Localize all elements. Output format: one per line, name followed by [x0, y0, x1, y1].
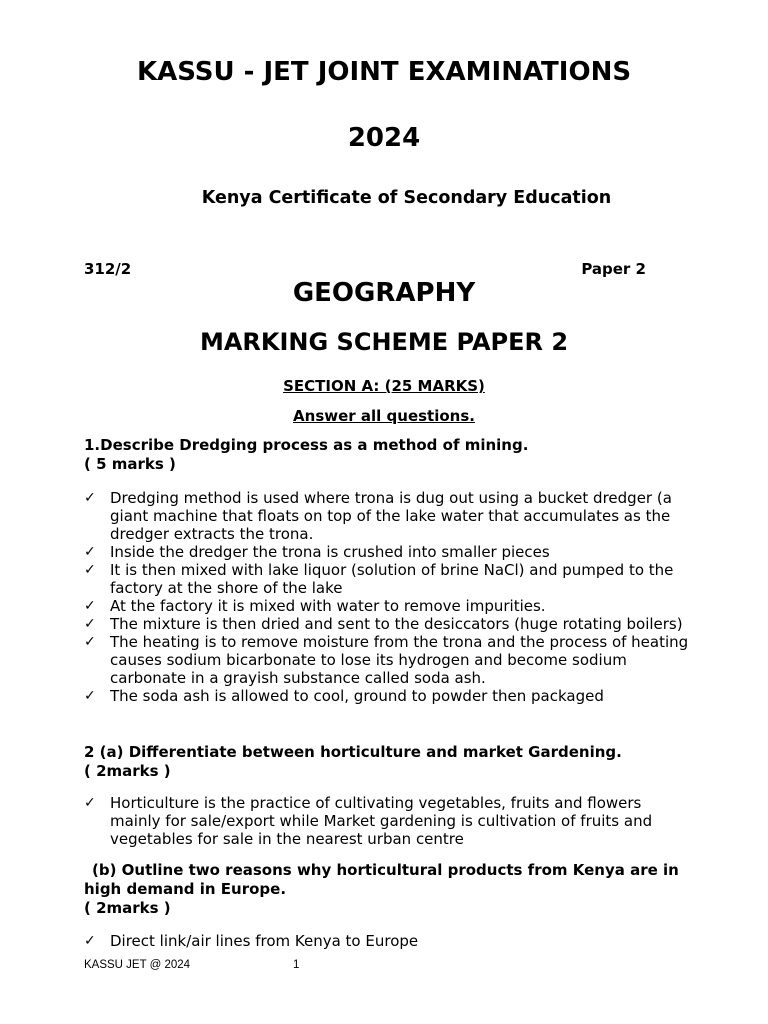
list-item: ✓ The mixture is then dried and sent to the desiccators (huge rotating boilers): [84, 615, 683, 633]
list-item: ✓ The soda ash is allowed to cool, ground to powder then packaged: [84, 687, 604, 705]
check-icon: ✓: [84, 562, 96, 578]
footer-text: KASSU JET @ 2024: [84, 959, 191, 971]
question-2a-text: 2 (a) Differentiate between horticulture and market Gardening.: [84, 743, 622, 761]
list-item: ✓ Horticulture is the practice of cultivating vegetables, fruits and flowers mainly for sale/export while Market gardening is cultivation of fruits and vegetables for sale in the nearest urban centre: [84, 794, 653, 848]
check-icon: ✓: [84, 634, 96, 650]
exam-title: KASSU - JET JOINT EXAMINATIONS: [136, 57, 632, 87]
list-item: ✓ The heating is to remove moisture from the trona and the process of heating causes sodium bicarbonate to lose its hydrogen and become sodium carbonate in a grayish substance called soda ash.: [84, 633, 689, 687]
subject-title: GEOGRAPHY: [292, 278, 476, 308]
question-2a: [84, 743, 694, 781]
section-heading: SECTION A: (25 MARKS): [283, 377, 485, 395]
exam-year: 2024: [347, 123, 421, 153]
check-icon: ✓: [84, 544, 96, 560]
page-number: 1: [293, 959, 300, 971]
instruction-text: Answer all questions.: [293, 407, 475, 425]
question-2a-answers: [84, 794, 694, 848]
question-1-text: 1.Describe Dredging process as a method of mining.: [84, 436, 529, 454]
question-2b-answers: [84, 932, 694, 950]
question-1-answers: [84, 489, 694, 705]
list-item: ✓ Inside the dredger the trona is crushed into smaller pieces: [84, 543, 550, 561]
list-item: ✓ Direct link/air lines from Kenya to Europe: [84, 932, 419, 950]
list-item: ✓ At the factory it is mixed with water to remove impurities.: [84, 597, 546, 615]
question-2b: [84, 861, 694, 918]
question-1-marks: ( 5 marks ): [84, 455, 176, 473]
check-icon: ✓: [84, 598, 96, 614]
list-item: ✓ It is then mixed with lake liquor (solution of brine NaCl) and pumped to the factory at the shore of the lake: [84, 561, 674, 597]
list-item: ✓ Dredging method is used where trona is dug out using a bucket dredger (a giant machine that floats on top of the lake water that accumulates as the dredger extracts the trona.: [84, 489, 672, 543]
question-2b-marks: ( 2marks ): [84, 899, 171, 917]
scheme-title: MARKING SCHEME PAPER 2: [199, 328, 569, 356]
check-icon: ✓: [84, 795, 96, 811]
check-icon: ✓: [84, 616, 96, 632]
certificate-title: Kenya Certificate of Secondary Education: [201, 188, 612, 208]
question-2a-marks: ( 2marks ): [84, 762, 171, 780]
check-icon: ✓: [84, 688, 96, 704]
check-icon: ✓: [84, 490, 96, 506]
question-1: [84, 436, 694, 474]
paper-label: Paper 2: [581, 260, 646, 278]
check-icon: ✓: [84, 933, 96, 949]
question-2b-text: (b) Outline two reasons why horticultural products from Kenya are in high demand in Europe.: [84, 861, 679, 898]
paper-code: 312/2: [84, 260, 132, 278]
